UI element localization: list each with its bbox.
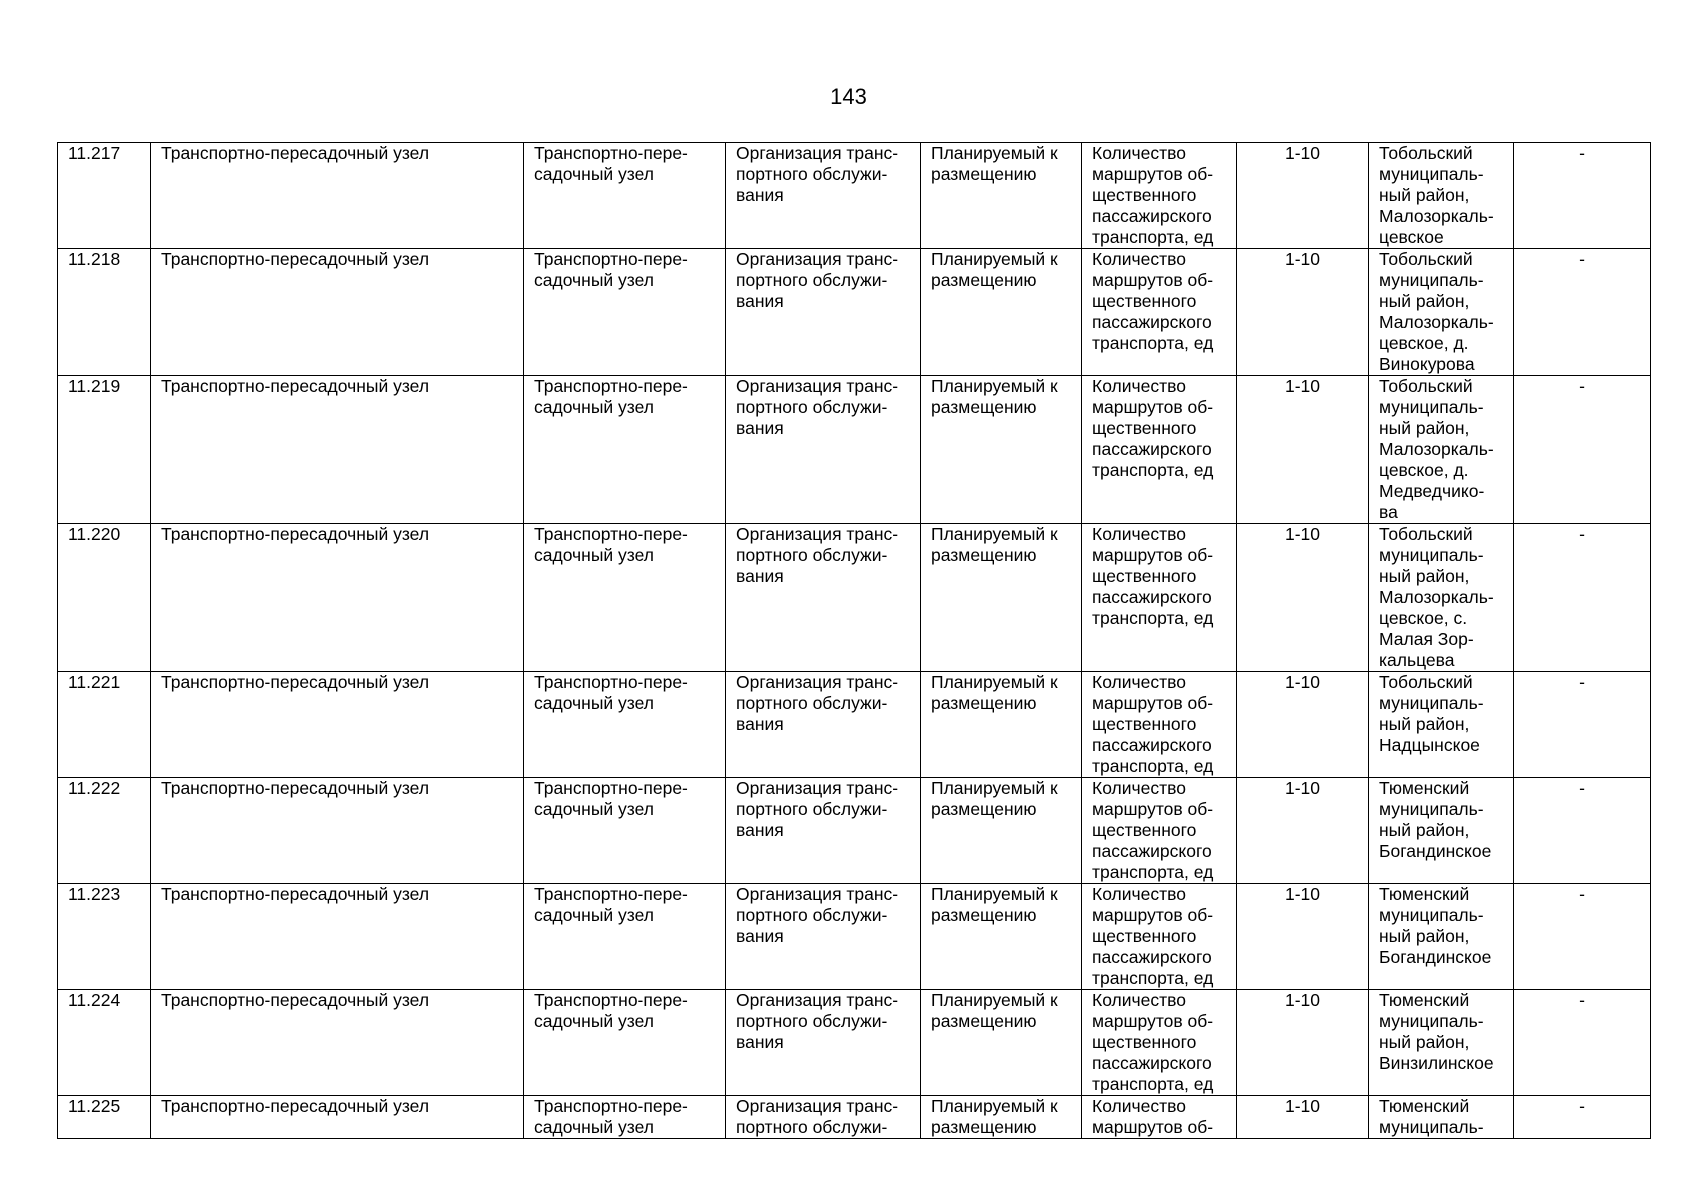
table-row <box>58 524 1651 672</box>
cell-value: 1-10 <box>1237 143 1369 249</box>
cell-status: Планируемый к размещению <box>921 672 1082 778</box>
cell-indicator: Количество маршрутов об- щественного пассажирского транспорта, ед <box>1082 524 1237 672</box>
cell-indicator: Количество маршрутов об- щественного пассажирского транспорта, ед <box>1082 884 1237 990</box>
cell-type: Транспортно-пере- садочный узел <box>524 990 726 1096</box>
cell-status: Планируемый к размещению <box>921 990 1082 1096</box>
cell-zone: - <box>1514 778 1651 884</box>
table-row <box>58 1096 1651 1139</box>
cell-status: Планируемый к размещению <box>921 884 1082 990</box>
cell-type: Транспортно-пере- садочный узел <box>524 249 726 376</box>
table-row <box>58 249 1651 376</box>
cell-name: Транспортно-пересадочный узел <box>151 524 524 672</box>
cell-number: 11.225 <box>58 1096 151 1139</box>
cell-location: Тобольский муниципаль- ный район, Малозоркаль- цевское, д. Винокурова <box>1369 249 1514 376</box>
cell-type: Транспортно-пере- садочный узел <box>524 524 726 672</box>
cell-value: 1-10 <box>1237 249 1369 376</box>
cell-name: Транспортно-пересадочный узел <box>151 376 524 524</box>
cell-number: 11.224 <box>58 990 151 1096</box>
cell-value: 1-10 <box>1237 1096 1369 1139</box>
table-row <box>58 778 1651 884</box>
cell-value: 1-10 <box>1237 884 1369 990</box>
cell-number: 11.219 <box>58 376 151 524</box>
cell-name: Транспортно-пересадочный узел <box>151 672 524 778</box>
cell-purpose: Организация транс- портного обслужи- вания <box>726 672 921 778</box>
cell-zone: - <box>1514 672 1651 778</box>
cell-number: 11.217 <box>58 143 151 249</box>
cell-value: 1-10 <box>1237 990 1369 1096</box>
cell-number: 11.222 <box>58 778 151 884</box>
cell-purpose: Организация транс- портного обслужи- вания <box>726 376 921 524</box>
table-row <box>58 143 1651 249</box>
page-number: 143 <box>830 84 867 109</box>
cell-indicator: Количество маршрутов об- щественного пассажирского транспорта, ед <box>1082 376 1237 524</box>
cell-number: 11.218 <box>58 249 151 376</box>
cell-status: Планируемый к размещению <box>921 1096 1082 1139</box>
cell-zone: - <box>1514 143 1651 249</box>
cell-status: Планируемый к размещению <box>921 524 1082 672</box>
cell-indicator: Количество маршрутов об- щественного пассажирского транспорта, ед <box>1082 990 1237 1096</box>
cell-purpose: Организация транс- портного обслужи- вания <box>726 143 921 249</box>
cell-number: 11.223 <box>58 884 151 990</box>
cell-location: Тобольский муниципаль- ный район, Надцынское <box>1369 672 1514 778</box>
cell-type: Транспортно-пере- садочный узел <box>524 884 726 990</box>
cell-location: Тобольский муниципаль- ный район, Малозоркаль- цевское, д. Медведчико- ва <box>1369 376 1514 524</box>
cell-name: Транспортно-пересадочный узел <box>151 990 524 1096</box>
cell-name: Транспортно-пересадочный узел <box>151 249 524 376</box>
cell-value: 1-10 <box>1237 672 1369 778</box>
cell-status: Планируемый к размещению <box>921 376 1082 524</box>
cell-number: 11.221 <box>58 672 151 778</box>
cell-value: 1-10 <box>1237 524 1369 672</box>
cell-number: 11.220 <box>58 524 151 672</box>
cell-value: 1-10 <box>1237 778 1369 884</box>
facilities-table <box>57 142 1651 1139</box>
cell-location: Тобольский муниципаль- ный район, Малозоркаль- цевское <box>1369 143 1514 249</box>
cell-indicator: Количество маршрутов об- щественного пассажирского транспорта, ед <box>1082 672 1237 778</box>
cell-location: Тюменский муниципаль- ный район, Винзилинское <box>1369 990 1514 1096</box>
cell-location: Тюменский муниципаль- <box>1369 1096 1514 1139</box>
cell-location: Тюменский муниципаль- ный район, Богандинское <box>1369 884 1514 990</box>
cell-name: Транспортно-пересадочный узел <box>151 143 524 249</box>
cell-indicator: Количество маршрутов об- <box>1082 1096 1237 1139</box>
cell-status: Планируемый к размещению <box>921 143 1082 249</box>
cell-zone: - <box>1514 884 1651 990</box>
cell-type: Транспортно-пере- садочный узел <box>524 376 726 524</box>
cell-zone: - <box>1514 524 1651 672</box>
cell-name: Транспортно-пересадочный узел <box>151 778 524 884</box>
cell-purpose: Организация транс- портного обслужи- вания <box>726 990 921 1096</box>
cell-value: 1-10 <box>1237 376 1369 524</box>
cell-type: Транспортно-пере- садочный узел <box>524 778 726 884</box>
cell-purpose: Организация транс- портного обслужи- вания <box>726 249 921 376</box>
cell-name: Транспортно-пересадочный узел <box>151 884 524 990</box>
cell-zone: - <box>1514 990 1651 1096</box>
cell-zone: - <box>1514 249 1651 376</box>
cell-location: Тюменский муниципаль- ный район, Богандинское <box>1369 778 1514 884</box>
table-row <box>58 884 1651 990</box>
cell-indicator: Количество маршрутов об- щественного пассажирского транспорта, ед <box>1082 778 1237 884</box>
cell-location: Тобольский муниципаль- ный район, Малозоркаль- цевское, с. Малая Зор- кальцева <box>1369 524 1514 672</box>
cell-type: Транспортно-пере- садочный узел <box>524 672 726 778</box>
cell-purpose: Организация транс- портного обслужи- <box>726 1096 921 1139</box>
cell-purpose: Организация транс- портного обслужи- вания <box>726 884 921 990</box>
cell-name: Транспортно-пересадочный узел <box>151 1096 524 1139</box>
table-row <box>58 672 1651 778</box>
cell-status: Планируемый к размещению <box>921 778 1082 884</box>
cell-zone: - <box>1514 1096 1651 1139</box>
table-row <box>58 990 1651 1096</box>
cell-zone: - <box>1514 376 1651 524</box>
cell-indicator: Количество маршрутов об- щественного пассажирского транспорта, ед <box>1082 249 1237 376</box>
cell-purpose: Организация транс- портного обслужи- вания <box>726 778 921 884</box>
cell-type: Транспортно-пере- садочный узел <box>524 143 726 249</box>
cell-purpose: Организация транс- портного обслужи- вания <box>726 524 921 672</box>
cell-status: Планируемый к размещению <box>921 249 1082 376</box>
table-row <box>58 376 1651 524</box>
cell-indicator: Количество маршрутов об- щественного пассажирского транспорта, ед <box>1082 143 1237 249</box>
cell-type: Транспортно-пере- садочный узел <box>524 1096 726 1139</box>
